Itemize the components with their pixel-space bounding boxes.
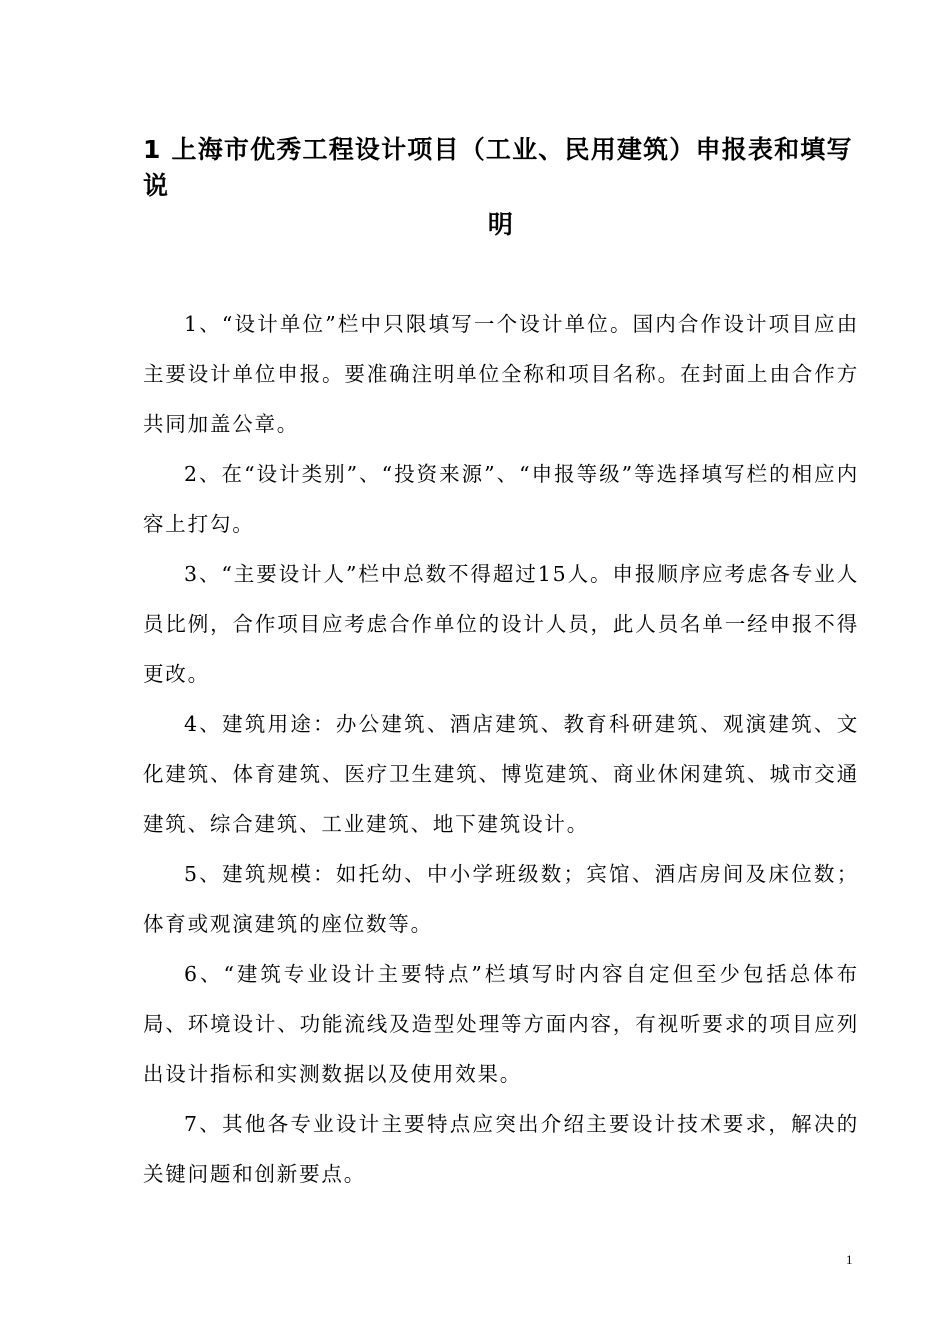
instruction-paragraph-5: 5、建筑规模：如托幼、中小学班级数；宾馆、酒店房间及床位数；体育或观演建筑的座位数等。 [143,862,859,936]
instruction-paragraph-7: 7、其他各专业设计主要特点应突出介绍主要设计技术要求，解决的关键问题和创新要点。 [143,1112,859,1186]
instruction-paragraph-3: 3、“主要设计人”栏中总数不得超过15人。申报顺序应考虑各专业人员比例，合作项目应考虑合作单位的设计人员，此人员名单一经申报不得更改。 [143,562,859,686]
instruction-paragraph-2: 2、在“设计类别”、“投资来源”、“申报等级”等选择填写栏的相应内容上打勾。 [143,462,859,536]
instructions-body [143,299,859,1199]
page-number: 1 [846,1252,853,1267]
instruction-paragraph-1: 1、“设计单位”栏中只限填写一个设计单位。国内合作设计项目应由主要设计单位申报。要准确注明单位全称和项目名称。在封面上由合作方共同加盖公章。 [143,312,859,436]
document-title-line-1: 1 上海市优秀工程设计项目（工业、民用建筑）申报表和填写说 [143,135,853,200]
instruction-paragraph-6: 6、“建筑专业设计主要特点”栏填写时内容自定但至少包括总体布局、环境设计、功能流线及造型处理等方面内容，有视听要求的项目应列出设计指标和实测数据以及使用效果。 [143,962,859,1086]
document-title-line-2: 明 [487,210,515,239]
instruction-paragraph-4: 4、建筑用途：办公建筑、酒店建筑、教育科研建筑、观演建筑、文化建筑、体育建筑、医疗卫生建筑、博览建筑、商业休闲建筑、城市交通建筑、综合建筑、工业建筑、地下建筑设计。 [143,712,859,836]
